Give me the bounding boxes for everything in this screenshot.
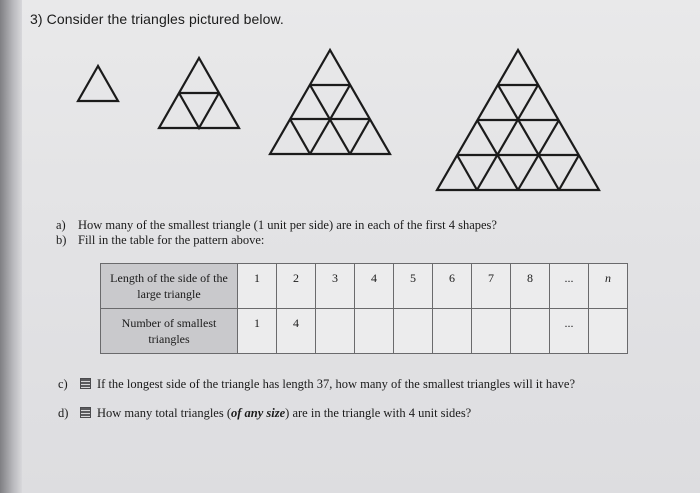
table-cell [589, 309, 628, 354]
question-parts-ab [56, 218, 497, 248]
table-cell: 2 [277, 264, 316, 309]
table-cell: 6 [433, 264, 472, 309]
part-d [58, 406, 471, 421]
table-cell [433, 309, 472, 354]
table-cell: 7 [472, 264, 511, 309]
table-cell [316, 309, 355, 354]
table-row-side-length [101, 264, 628, 309]
part-c-text: If the longest side of the triangle has length 37, how many of the smallest triangles will it have? [97, 377, 576, 391]
part-d-label: d) [58, 406, 69, 420]
triangle-side-2 [159, 58, 239, 128]
part-b-text: Fill in the table for the pattern above: [78, 233, 265, 247]
table-cell: 3 [316, 264, 355, 309]
pattern-table [100, 263, 628, 354]
question-title: 3) Consider the triangles pictured below. [30, 11, 284, 27]
triangle-side-3 [270, 50, 390, 154]
calculator-icon [80, 378, 91, 389]
table-cell: ... [550, 264, 589, 309]
part-a-label: a) [56, 218, 66, 232]
part-d-text-after: ) are in the triangle with 4 unit sides? [285, 406, 472, 420]
table-cell: 4 [355, 264, 394, 309]
triangle-side-1 [78, 66, 118, 101]
table-cell: ... [550, 309, 589, 354]
part-d-text-before: How many total triangles ( [97, 406, 231, 420]
table-cell [394, 309, 433, 354]
triangle-side-4 [437, 50, 599, 190]
table-cell [511, 309, 550, 354]
part-d-emphasis: of any size [231, 406, 286, 420]
triangle-figures [0, 0, 700, 200]
table-cell [472, 309, 511, 354]
table-row-smallest-count [101, 309, 628, 354]
part-a-text: How many of the smallest triangle (1 unit per side) are in each of the first 4 shapes? [78, 218, 497, 232]
table-cell: n [589, 264, 628, 309]
part-c-label: c) [58, 377, 68, 391]
row-header-side-length: Length of the side of the large triangle [101, 264, 238, 309]
part-b-label: b) [56, 233, 67, 247]
row-header-smallest-count: Number of smallest triangles [101, 309, 238, 354]
table-cell [355, 309, 394, 354]
table-cell: 1 [238, 309, 277, 354]
table-cell: 1 [238, 264, 277, 309]
part-b [56, 233, 497, 248]
table-cell: 4 [277, 309, 316, 354]
part-a [56, 218, 497, 233]
calculator-icon [80, 407, 91, 418]
part-c [58, 377, 575, 392]
table-cell: 8 [511, 264, 550, 309]
table-cell: 5 [394, 264, 433, 309]
